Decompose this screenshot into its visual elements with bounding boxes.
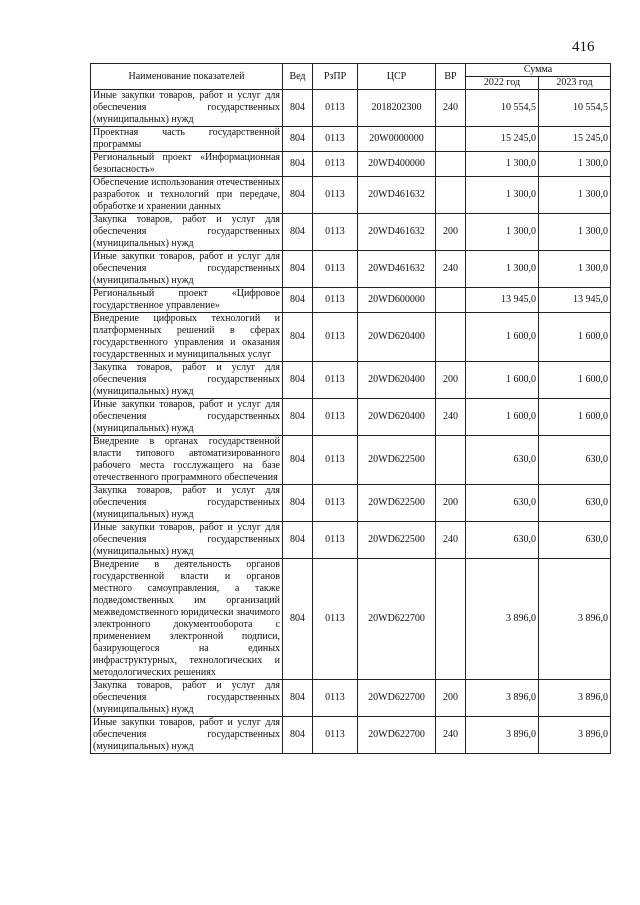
cell-vr: [436, 127, 466, 152]
cell-ved: 804: [283, 485, 313, 522]
cell-csr: 20WD600000: [358, 288, 436, 313]
cell-ved: 804: [283, 152, 313, 177]
cell-csr: 20WD622700: [358, 717, 436, 754]
cell-vr: 200: [436, 680, 466, 717]
cell-name: Закупка товаров, работ и услуг для обеспечения государственных (муниципальных) нужд: [91, 214, 283, 251]
cell-2023: 1 300,0: [539, 251, 611, 288]
cell-name: Внедрение в органах государственной власти типового автоматизированного рабочего места госслужащего на базе отечественного программного обеспечения: [91, 436, 283, 485]
table-row: [91, 485, 611, 522]
cell-vr: 240: [436, 399, 466, 436]
cell-ved: 804: [283, 288, 313, 313]
cell-vr: 200: [436, 214, 466, 251]
cell-rzpr: 0113: [313, 313, 358, 362]
cell-csr: 20WD461632: [358, 177, 436, 214]
cell-2023: 1 600,0: [539, 313, 611, 362]
cell-rzpr: 0113: [313, 177, 358, 214]
table-row: [91, 127, 611, 152]
cell-ved: 804: [283, 90, 313, 127]
cell-rzpr: 0113: [313, 559, 358, 680]
header-vr: ВР: [436, 64, 466, 90]
cell-csr: 20WD622700: [358, 680, 436, 717]
table-body: [91, 90, 611, 754]
cell-rzpr: 0113: [313, 717, 358, 754]
cell-rzpr: 0113: [313, 214, 358, 251]
cell-ved: 804: [283, 717, 313, 754]
header-sum: Сумма: [466, 64, 611, 77]
header-rzpr: РзПР: [313, 64, 358, 90]
cell-2022: 1 300,0: [466, 214, 539, 251]
cell-csr: 20WD620400: [358, 399, 436, 436]
cell-name: Региональный проект «Цифровое государственное управление»: [91, 288, 283, 313]
table-row: [91, 399, 611, 436]
cell-ved: 804: [283, 313, 313, 362]
cell-2023: 15 245,0: [539, 127, 611, 152]
cell-csr: 20WD622700: [358, 559, 436, 680]
cell-2023: 3 896,0: [539, 559, 611, 680]
cell-name: Иные закупки товаров, работ и услуг для обеспечения государственных (муниципальных) нужд: [91, 251, 283, 288]
cell-name: Проектная часть государственной программы: [91, 127, 283, 152]
header-csr: ЦСР: [358, 64, 436, 90]
cell-csr: 20WD622500: [358, 485, 436, 522]
cell-rzpr: 0113: [313, 680, 358, 717]
cell-2023: 1 300,0: [539, 214, 611, 251]
cell-2022: 1 600,0: [466, 362, 539, 399]
cell-csr: 20WD620400: [358, 362, 436, 399]
table-row: [91, 313, 611, 362]
cell-2023: 1 600,0: [539, 362, 611, 399]
header-name: Наименование показателей: [91, 64, 283, 90]
cell-rzpr: 0113: [313, 288, 358, 313]
cell-2022: 1 300,0: [466, 251, 539, 288]
cell-csr: 20WD461632: [358, 251, 436, 288]
cell-rzpr: 0113: [313, 251, 358, 288]
cell-rzpr: 0113: [313, 485, 358, 522]
cell-vr: [436, 177, 466, 214]
cell-2023: 13 945,0: [539, 288, 611, 313]
cell-vr: [436, 313, 466, 362]
cell-vr: 240: [436, 90, 466, 127]
cell-vr: 240: [436, 251, 466, 288]
cell-name: Закупка товаров, работ и услуг для обеспечения государственных (муниципальных) нужд: [91, 362, 283, 399]
cell-2023: 10 554,5: [539, 90, 611, 127]
cell-2022: 630,0: [466, 485, 539, 522]
cell-ved: 804: [283, 177, 313, 214]
cell-csr: 2018202300: [358, 90, 436, 127]
cell-vr: 200: [436, 485, 466, 522]
cell-2023: 630,0: [539, 522, 611, 559]
page-number: 416: [572, 39, 595, 55]
cell-csr: 20WD620400: [358, 313, 436, 362]
table-row: [91, 680, 611, 717]
cell-2023: 630,0: [539, 436, 611, 485]
table-row: [91, 214, 611, 251]
table-row: [91, 152, 611, 177]
cell-2023: 1 300,0: [539, 152, 611, 177]
table-row: [91, 717, 611, 754]
cell-name: Иные закупки товаров, работ и услуг для обеспечения государственных (муниципальных) нужд: [91, 90, 283, 127]
table-row: [91, 251, 611, 288]
cell-2022: 3 896,0: [466, 717, 539, 754]
cell-ved: 804: [283, 436, 313, 485]
table-row: [91, 90, 611, 127]
table-row: [91, 559, 611, 680]
cell-csr: 20WD622500: [358, 522, 436, 559]
cell-vr: [436, 559, 466, 680]
cell-name: Иные закупки товаров, работ и услуг для обеспечения государственных (муниципальных) нужд: [91, 717, 283, 754]
table-row: [91, 522, 611, 559]
cell-rzpr: 0113: [313, 362, 358, 399]
cell-2023: 630,0: [539, 485, 611, 522]
cell-name: Закупка товаров, работ и услуг для обеспечения государственных (муниципальных) нужд: [91, 485, 283, 522]
cell-ved: 804: [283, 127, 313, 152]
cell-2023: 1 300,0: [539, 177, 611, 214]
cell-ved: 804: [283, 522, 313, 559]
cell-ved: 804: [283, 680, 313, 717]
cell-name: Закупка товаров, работ и услуг для обеспечения государственных (муниципальных) нужд: [91, 680, 283, 717]
cell-vr: [436, 436, 466, 485]
cell-rzpr: 0113: [313, 436, 358, 485]
cell-2022: 1 600,0: [466, 399, 539, 436]
cell-vr: 200: [436, 362, 466, 399]
table-row: [91, 288, 611, 313]
cell-name: Внедрение в деятельность органов государственной власти и органов местного самоуправления, а также подведомственных им организаций межведомственного юридически значимого электронного документооборота с применением электронной подписи, базирующегося на единых инфраструктурных, технологических и методологических решениях: [91, 559, 283, 680]
cell-2023: 3 896,0: [539, 680, 611, 717]
cell-csr: 20WD400000: [358, 152, 436, 177]
table-row: [91, 436, 611, 485]
cell-ved: 804: [283, 362, 313, 399]
header-year-2022: 2022 год: [466, 77, 539, 90]
cell-rzpr: 0113: [313, 127, 358, 152]
cell-2023: 1 600,0: [539, 399, 611, 436]
cell-rzpr: 0113: [313, 522, 358, 559]
cell-name: Внедрение цифровых технологий и платформенных решений в сферах государственного управления и оказания государственных и муниципальных услуг: [91, 313, 283, 362]
cell-2022: 13 945,0: [466, 288, 539, 313]
cell-csr: 20WD461632: [358, 214, 436, 251]
header-ved: Вед: [283, 64, 313, 90]
cell-2022: 3 896,0: [466, 680, 539, 717]
cell-csr: 20WD622500: [358, 436, 436, 485]
cell-vr: [436, 288, 466, 313]
cell-ved: 804: [283, 214, 313, 251]
cell-vr: 240: [436, 522, 466, 559]
cell-vr: 240: [436, 717, 466, 754]
cell-2022: 630,0: [466, 522, 539, 559]
cell-name: Иные закупки товаров, работ и услуг для обеспечения государственных (муниципальных) нужд: [91, 399, 283, 436]
table-row: [91, 362, 611, 399]
cell-name: Обеспечение использования отечественных разработок и технологий при передаче, обработке и хранении данных: [91, 177, 283, 214]
cell-2022: 1 300,0: [466, 152, 539, 177]
cell-2022: 630,0: [466, 436, 539, 485]
cell-2022: 1 600,0: [466, 313, 539, 362]
cell-vr: [436, 152, 466, 177]
cell-2022: 15 245,0: [466, 127, 539, 152]
cell-2023: 3 896,0: [539, 717, 611, 754]
cell-2022: 3 896,0: [466, 559, 539, 680]
cell-2022: 1 300,0: [466, 177, 539, 214]
cell-name: Иные закупки товаров, работ и услуг для обеспечения государственных (муниципальных) нужд: [91, 522, 283, 559]
header-year-2023: 2023 год: [539, 77, 611, 90]
table-row: [91, 177, 611, 214]
cell-ved: 804: [283, 559, 313, 680]
cell-csr: 20W0000000: [358, 127, 436, 152]
cell-2022: 10 554,5: [466, 90, 539, 127]
cell-rzpr: 0113: [313, 152, 358, 177]
budget-table: [90, 63, 611, 754]
cell-name: Региональный проект «Информационная безопасность»: [91, 152, 283, 177]
cell-ved: 804: [283, 251, 313, 288]
cell-rzpr: 0113: [313, 90, 358, 127]
cell-ved: 804: [283, 399, 313, 436]
cell-rzpr: 0113: [313, 399, 358, 436]
